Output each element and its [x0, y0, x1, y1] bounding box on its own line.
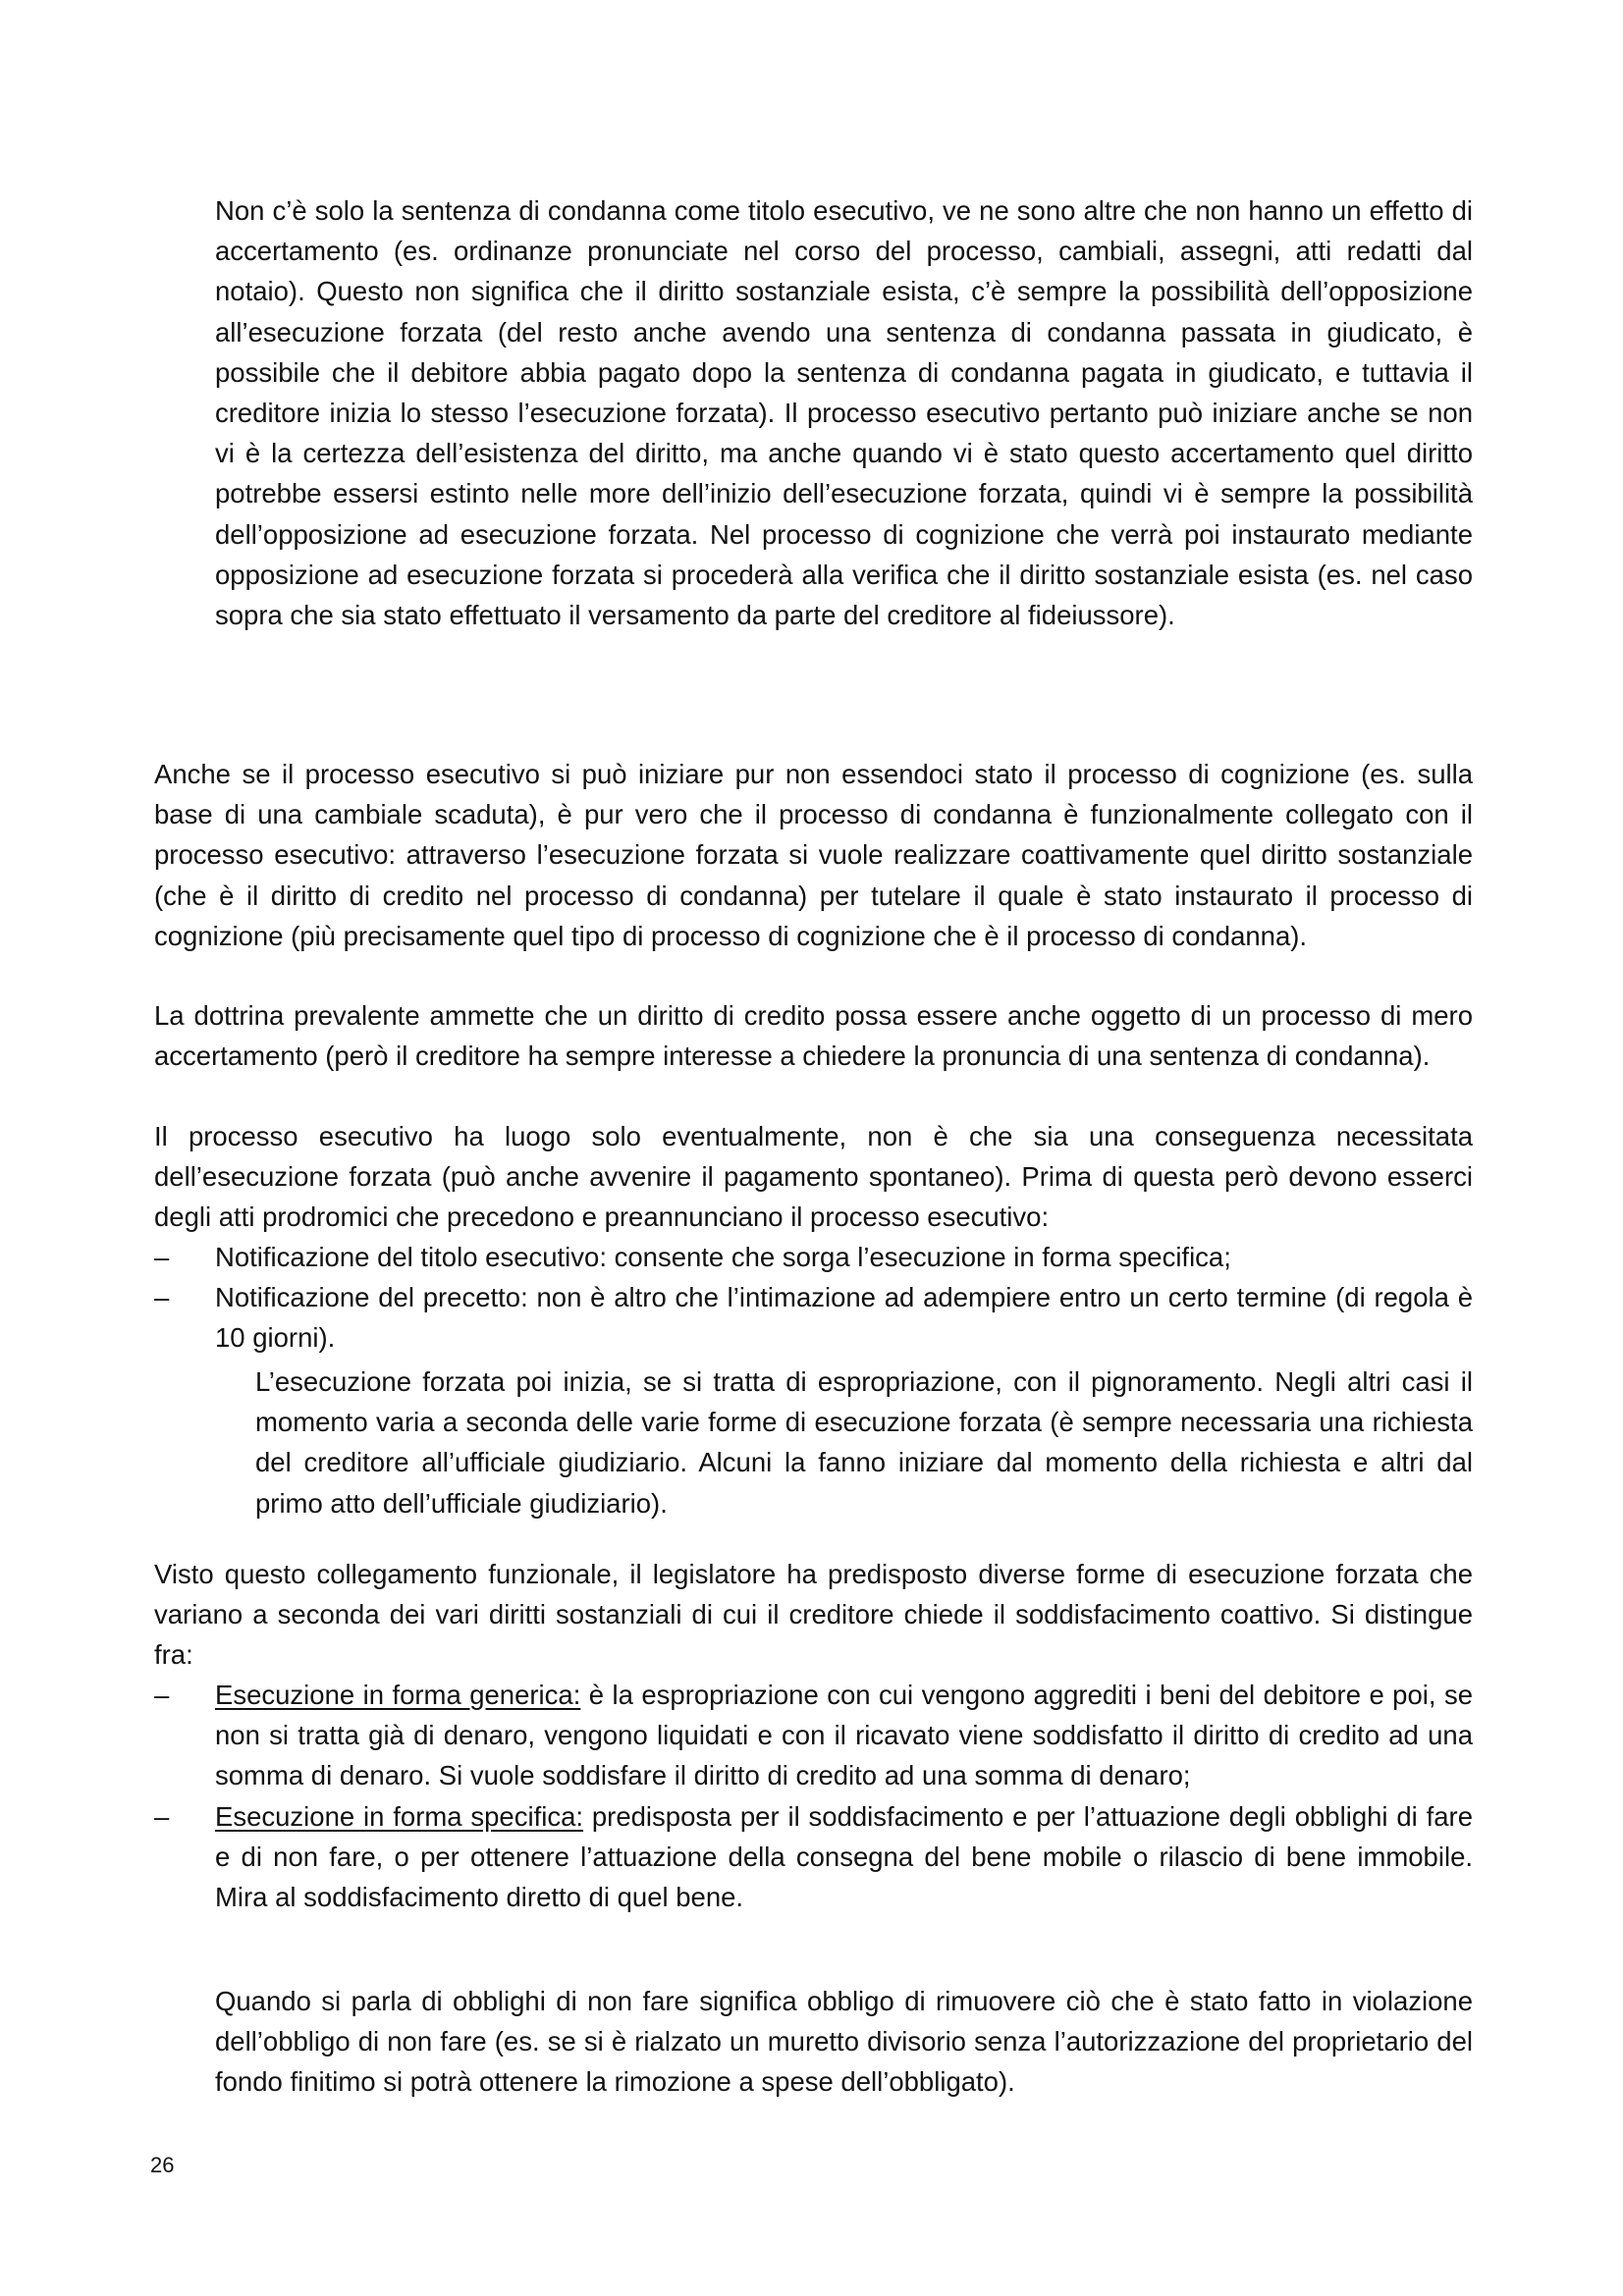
list-item — [154, 1675, 1473, 1796]
dash-bullet: – — [154, 1800, 170, 1832]
list-item — [154, 1796, 1473, 1918]
paragraph-collegamento-funzionale: Anche se il processo esecutivo si può iniziare pur non essendoci stato il processo di cognizione (es. sulla base di una cambiale scaduta), è pur vero che il processo di condanna è funzionalmente collegato con il processo esecutivo: attraverso l’esecuzione forzata si vuole realizzare coattivamente quel diritto sostanziale (che è il diritto di credito nel processo di condanna) per tutelare il quale è stato instaurato il processo di cognizione (più precisamente quel tipo di processo di cognizione che è il processo di condanna). — [154, 759, 1473, 951]
dash-bullet: – — [154, 1680, 170, 1710]
paragraph-titolo-esecutivo: Non c’è solo la sentenza di condanna come titolo esecutivo, ve ne sono altre che non hanno un effetto di accertamento (es. ordinanze pronunciate nel corso del processo, cambiali, assegni, atti redatti dal notaio). Questo non significa che il diritto sostanziale esista, c’è sempre la possibilità dell’opposizione all’esecuzione forzata (del resto anche avendo una sentenza di condanna passata in giudicato, è possibile che il debitore abbia pagato dopo la sentenza di condanna pagata in giudicato, e tuttavia il creditore inizia lo stesso l’esecuzione forzata). Il processo esecutivo pertanto può iniziare anche se non vi è la certezza dell’esistenza del diritto, ma anche quando vi è stato questo accertamento quel diritto potrebbe essersi estinto nelle more dell’inizio dell’esecuzione forzata, quindi vi è sempre la possibilità dell’opposizione ad esecuzione forzata. Nel processo di cognizione che verrà poi instaurato mediante opposizione ad esecuzione forzata si procederà alla verifica che il diritto sostanziale esista (es. nel caso sopra che sia stato effettuato il versamento da parte del creditore al fideiussore). — [215, 195, 1473, 631]
paragraph-processo-eventuale: Il processo esecutivo ha luogo solo eventualmente, non è che sia una conseguenza necessitata dell’esecuzione forzata (può anche avvenire il pagamento spontaneo). Prima di questa però devono esserci degli atti prodromici che precedono e preannunciano il processo esecutivo: — [154, 1121, 1473, 1233]
paragraph-dottrina-prevalente: La dottrina prevalente ammette che un diritto di credito possa essere anche oggetto di un processo di mero accertamento (però il creditore ha sempre interesse a chiedere la pronuncia di una sentenza di condanna). — [154, 1000, 1473, 1072]
paragraph-forme-esecuzione: Visto questo collegamento funzionale, il legislatore ha predisposto diverse forme di esecuzione forzata che variano a seconda dei vari diritti sostanziali di cui il creditore chiede il soddisfacimento coattivo. Si distingue fra: — [154, 1559, 1473, 1671]
list-item — [154, 1277, 1473, 1358]
list-item — [154, 1237, 1473, 1277]
dash-bullet: – — [154, 1242, 170, 1272]
page-number: 26 — [150, 2153, 175, 2177]
list-item-text: predisposta per il soddisfacimento e per l’attuazione degli obblighi di fare e di non fare, o per ottenere l’attuazione della consegna del bene mobile o rilascio di bene immobile. Mira al soddisfacimento diretto di quel bene. — [215, 1800, 1473, 1913]
underlined-term: Esecuzione in forma generica: — [215, 1680, 581, 1710]
paragraph-obblighi-non-fare: Quando si parla di obblighi di non fare significa obbligo di rimuovere ciò che è stato fatto in violazione dell’obbligo di non fare (es. se si è rialzato un muretto divisorio senza l’autorizzazione del proprietario del fondo finitimo si potrà ottenere la rimozione a spese dell’obbligato). — [215, 1986, 1473, 2098]
list-item-text: Notificazione del titolo esecutivo: consente che sorga l’esecuzione in forma specifica; — [215, 1242, 1231, 1272]
dash-bullet: – — [154, 1282, 170, 1313]
list-item-text: Notificazione del precetto: non è altro che l’intimazione ad adempiere entro un certo termine (di regola è 10 giorni). — [215, 1282, 1473, 1354]
underlined-term: Esecuzione in forma specifica: — [215, 1800, 584, 1832]
paragraph-inizio-esecuzione: L’esecuzione forzata poi inizia, se si tratta di espropriazione, con il pignoramento. Negli altri casi il momento varia a seconda delle varie forme di esecuzione forzata (è sempre necessaria una richiesta del creditore all’ufficiale giudiziario. Alcuni la fanno iniziare dal momento della richiesta e altri dal primo atto dell’ufficiale giudiziario). — [255, 1366, 1473, 1519]
list-item-text: è la espropriazione con cui vengono aggrediti i beni del debitore e poi, se non si tratta già di denaro, vengono liquidati e con il ricavato viene soddisfatto il diritto di credito ad una somma di denaro. Si vuole soddisfare il diritto di credito ad una somma di denaro; — [215, 1680, 1474, 1791]
atti-prodromici-list — [154, 1237, 1473, 1359]
forme-esecuzione-list — [154, 1675, 1473, 1917]
